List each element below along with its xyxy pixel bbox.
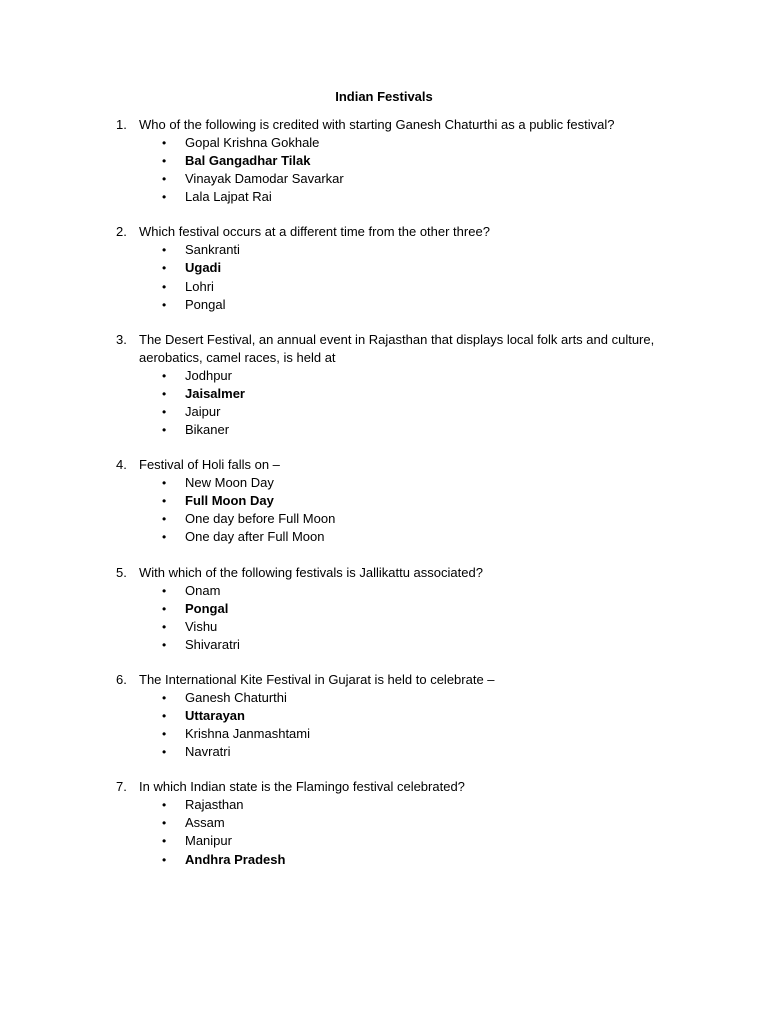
question-item: [0, 116, 768, 206]
correct-option-text: Pongal: [185, 600, 229, 616]
option-text: Ganesh Chaturthi: [185, 689, 287, 705]
option-item: [0, 618, 768, 636]
option-text: Jaipur: [185, 403, 221, 419]
option-text: Shivaratri: [185, 636, 240, 652]
option-text: Jodhpur: [185, 367, 232, 383]
option-text: Lala Lajpat Rai: [185, 189, 272, 205]
option-item: [0, 296, 768, 314]
question-item: [0, 778, 768, 868]
option-list: [0, 134, 768, 206]
option-list: [0, 241, 768, 313]
question-number: 7.: [116, 779, 127, 795]
question-text: The Desert Festival, an annual event in Rajasthan that displays local folk arts and culture, aerobatics, camel races, is held at: [139, 331, 655, 365]
option-item: [0, 241, 768, 259]
bullet-icon: •: [162, 852, 167, 867]
bullet-icon: •: [162, 386, 167, 401]
question-item: [0, 223, 768, 313]
question-text: Festival of Holi falls on –: [139, 457, 280, 473]
option-text: Assam: [185, 815, 225, 831]
option-text: Navratri: [185, 744, 231, 760]
correct-option-text: Bal Gangadhar Tilak: [185, 153, 311, 169]
question-item: [0, 331, 768, 439]
bullet-icon: •: [162, 530, 167, 545]
bullet-icon: •: [162, 494, 167, 509]
bullet-icon: •: [162, 154, 167, 169]
correct-option-text: Andhra Pradesh: [185, 851, 286, 867]
option-text: Vinayak Damodar Savarkar: [185, 171, 344, 187]
bullet-icon: •: [162, 423, 167, 438]
option-item: [0, 814, 768, 832]
option-item: [0, 403, 768, 421]
bullet-icon: •: [162, 172, 167, 187]
bullet-icon: •: [162, 404, 167, 419]
option-item: [0, 188, 768, 206]
option-text: Pongal: [185, 296, 226, 312]
question-row: [0, 223, 768, 241]
option-item: [0, 170, 768, 188]
option-text: New Moon Day: [185, 475, 274, 491]
question-item: [0, 564, 768, 654]
option-text: Manipur: [185, 833, 232, 849]
question-number: 5.: [116, 564, 127, 580]
option-item: [0, 474, 768, 492]
option-item: [0, 492, 768, 510]
bullet-icon: •: [162, 816, 167, 831]
question-text: In which Indian state is the Flamingo festival celebrated?: [139, 779, 465, 795]
question-text: Who of the following is credited with starting Ganesh Chaturthi as a public festival?: [139, 117, 615, 132]
option-item: [0, 152, 768, 170]
bullet-icon: •: [162, 745, 167, 760]
bullet-icon: •: [162, 243, 167, 258]
bullet-icon: •: [162, 261, 167, 276]
question-text: Which festival occurs at a different time from the other three?: [139, 224, 490, 240]
bullet-icon: •: [162, 476, 167, 491]
option-text: Onam: [185, 582, 221, 598]
bullet-icon: •: [162, 637, 167, 652]
question-list: [0, 116, 768, 886]
question-number: 2.: [116, 224, 127, 240]
option-item: [0, 582, 768, 600]
option-item: [0, 796, 768, 814]
option-text: Rajasthan: [185, 797, 244, 813]
bullet-icon: •: [162, 368, 167, 383]
option-text: Krishna Janmashtami: [185, 726, 310, 742]
correct-option-text: Jaisalmer: [185, 385, 245, 401]
page-title: Indian Festivals: [335, 89, 433, 104]
question-number: 4.: [116, 457, 127, 473]
option-item: [0, 259, 768, 277]
question-row: [0, 116, 768, 134]
option-list: [0, 689, 768, 761]
option-item: [0, 385, 768, 403]
option-item: [0, 421, 768, 439]
option-text: One day after Full Moon: [185, 529, 325, 545]
option-item: [0, 367, 768, 385]
correct-option-text: Full Moon Day: [185, 493, 274, 509]
option-item: [0, 528, 768, 546]
option-item: [0, 134, 768, 152]
question-row: [0, 456, 768, 474]
correct-option-text: Ugadi: [185, 260, 222, 276]
question-number: 3.: [116, 331, 127, 347]
question-number: 6.: [116, 671, 127, 687]
option-list: [0, 582, 768, 654]
bullet-icon: •: [162, 601, 167, 616]
question-row: [0, 331, 768, 367]
question-item: [0, 456, 768, 546]
option-text: Sankranti: [185, 242, 240, 258]
bullet-icon: •: [162, 619, 167, 634]
bullet-icon: •: [162, 798, 167, 813]
option-item: [0, 510, 768, 528]
option-item: [0, 636, 768, 654]
bullet-icon: •: [162, 297, 167, 312]
option-item: [0, 851, 768, 869]
bullet-icon: •: [162, 190, 167, 205]
bullet-icon: •: [162, 583, 167, 598]
question-row: [0, 564, 768, 582]
option-list: [0, 474, 768, 546]
bullet-icon: •: [162, 136, 167, 150]
question-number: 1.: [116, 117, 127, 132]
bullet-icon: •: [162, 708, 167, 723]
option-list: [0, 367, 768, 439]
option-item: [0, 832, 768, 850]
option-item: [0, 600, 768, 618]
option-item: [0, 707, 768, 725]
bullet-icon: •: [162, 279, 167, 294]
option-item: [0, 725, 768, 743]
option-item: [0, 278, 768, 296]
bullet-icon: •: [162, 512, 167, 527]
question-row: [0, 671, 768, 689]
option-text: Bikaner: [185, 422, 230, 438]
option-text: Gopal Krishna Gokhale: [185, 135, 320, 150]
correct-option-text: Uttarayan: [185, 707, 245, 723]
bullet-icon: •: [162, 727, 167, 742]
question-text: The International Kite Festival in Gujarat is held to celebrate –: [139, 671, 495, 687]
question-text: With which of the following festivals is Jallikattu associated?: [139, 564, 483, 580]
bullet-icon: •: [162, 834, 167, 849]
option-text: Vishu: [185, 618, 218, 634]
option-item: [0, 743, 768, 761]
option-text: One day before Full Moon: [185, 511, 336, 527]
bullet-icon: •: [162, 690, 167, 705]
option-list: [0, 796, 768, 868]
option-item: [0, 689, 768, 707]
question-item: [0, 671, 768, 761]
option-text: Lohri: [185, 278, 214, 294]
question-row: [0, 778, 768, 796]
